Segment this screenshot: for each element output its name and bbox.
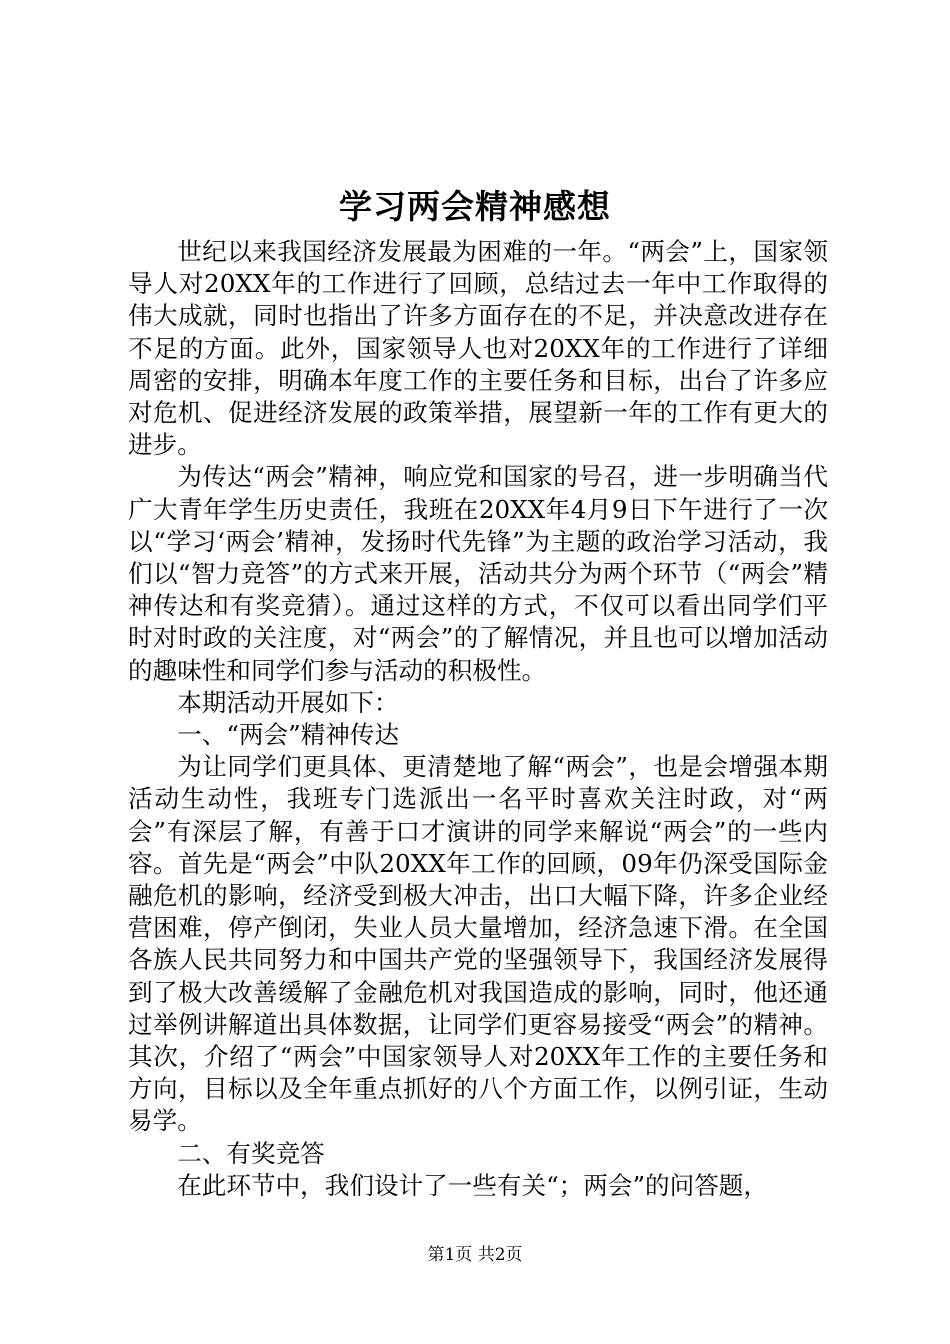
paragraph-activity: 为传达“两会”精神，响应党和国家的号召，进一步明确当代广大青年学生历史责任，我班在20XX年4月9日下午进行了一次以“学习‘两会’精神，发扬时代先锋”为主题的政治学习活动，我们以“智力竞答”的方式来开展，活动共分为两个环节（“两会”精神传达和有奖竞猜）。通过这样的方式，不仅可以看出同学们平时对时政的关注度，对“两会”的了解情况，并且也可以增加活动的趣味性和同学们参与活动的积极性。 <box>128 462 828 685</box>
document-title: 学习两会精神感想 <box>339 187 611 226</box>
section-heading-1: 一、“两会”精神传达 <box>177 720 400 750</box>
paragraph-intro: 世纪以来我国经济发展最为困难的一年。“两会”上，国家领导人对20XX年的工作进行了回顾，总结过去一年中工作取得的伟大成就，同时也指出了许多方面存在的不足，并决意改进存在不足的方面。此外，国家领导人也对20XX年的工作进行了详细周密的安排，明确本年度工作的主要任务和目标，出台了许多应对危机、促进经济发展的政策举措，展望新一年的工作有更大的进步。 <box>128 237 828 460</box>
section-heading-2: 二、有奖竞答 <box>177 1138 325 1168</box>
paragraph-section-2: 在此环节中，我们设计了一些有关“；两会”的问答题， <box>177 1170 768 1200</box>
paragraph-overview: 本期活动开展如下： <box>177 687 399 717</box>
page-footer: 第1页 共2页 <box>427 1245 523 1265</box>
paragraph-section-1: 为让同学们更具体、更清楚地了解“两会”，也是会增强本期活动生动性，我班专门选派出一名平时喜欢关注时政，对“两会”有深层了解，有善于口才演讲的同学来解说“两会”的一些内容。首先是“两会”中队20XX年工作的回顾，09年仍深受国际金融危机的影响，经济受到极大冲击，出口大幅下降，许多企业经营困难，停产倒闭，失业人员大量增加，经济急速下滑。在全国各族人民共同努力和中国共产党的坚强领导下，我国经济发展得到了极大改善缓解了金融危机对我国造成的影响，同时，他还通过举例讲解道出具体数据，让同学们更容易接受“两会”的精神。其次，介绍了“两会”中国家领导人对20XX年工作的主要任务和方向，目标以及全年重点抓好的八个方面工作，以例引证，生动易学。 <box>128 752 828 1136</box>
document-body <box>128 236 828 1202</box>
